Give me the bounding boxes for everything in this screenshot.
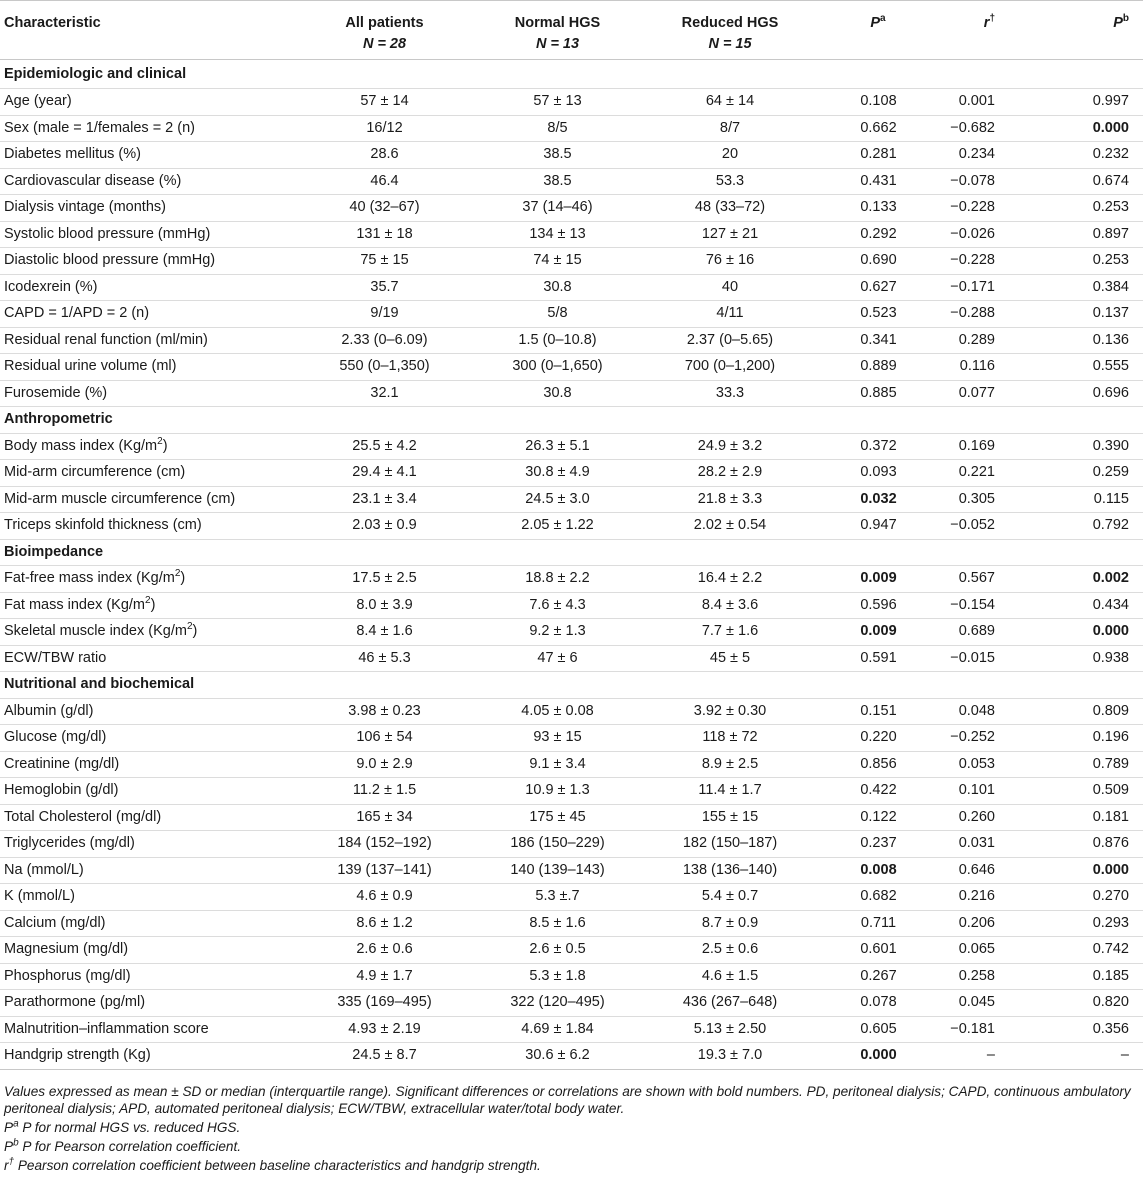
row-label: Diastolic blood pressure (mmHg) <box>0 248 298 275</box>
cell-p-b: 0.789 <box>1037 751 1143 778</box>
cell-r: −0.078 <box>931 168 1037 195</box>
cell-p-b: 0.253 <box>1037 195 1143 222</box>
cell-p-a: 0.122 <box>816 804 931 831</box>
cell-all-patients: 550 (0–1,350) <box>298 354 471 381</box>
cell-reduced-hgs: 155 ± 15 <box>644 804 816 831</box>
cell-p-a: 0.591 <box>816 645 931 672</box>
footnote-p-b: $P^b$ P for Pearson correlation coefficient. <box>4 1136 242 1154</box>
cell-reduced-hgs: 45 ± 5 <box>644 645 816 672</box>
cell-reduced-hgs: 40 <box>644 274 816 301</box>
table-row <box>0 910 1143 937</box>
row-label: Triglycerides (mg/dl) <box>0 831 298 858</box>
cell-normal-hgs: 93 ± 15 <box>471 725 644 752</box>
cell-all-patients: 17.5 ± 2.5 <box>298 566 471 593</box>
cell-normal-hgs: 134 ± 13 <box>471 221 644 248</box>
cell-p-a: 0.422 <box>816 778 931 805</box>
cell-reduced-hgs: 64 ± 14 <box>644 89 816 116</box>
cell-p-b: 0.000 <box>1037 857 1143 884</box>
cell-p-b: 0.938 <box>1037 645 1143 672</box>
cell-p-b: 0.185 <box>1037 963 1143 990</box>
cell-r: – <box>931 1043 1037 1070</box>
header-reduced-hgs: Reduced HGS N = 15 <box>644 1 816 60</box>
cell-r: 0.646 <box>931 857 1037 884</box>
cell-r: −0.181 <box>931 1016 1037 1043</box>
cell-normal-hgs: 30.8 ± 4.9 <box>471 460 644 487</box>
header-reduced-hgs-n: N = 15 <box>708 36 752 52</box>
cell-r: 0.305 <box>931 486 1037 513</box>
cell-r: 0.206 <box>931 910 1037 937</box>
cell-normal-hgs: 9.2 ± 1.3 <box>471 619 644 646</box>
cell-p-b: 0.876 <box>1037 831 1143 858</box>
footnote-main: Values expressed as mean ± SD or median (interquartile range). Significant differences or correlations are shown with bold numbers. PD, peritoneal dialysis; CAPD, continuous ambulatory peritoneal dialysis; APD, automated peritoneal dialysis; ECW/TBW, extracellular water/total body water. <box>4 1083 1131 1116</box>
cell-normal-hgs: 47 ± 6 <box>471 645 644 672</box>
cell-r: 0.045 <box>931 990 1037 1017</box>
table-header <box>0 1 1143 60</box>
cell-normal-hgs: 38.5 <box>471 168 644 195</box>
cell-r: 0.221 <box>931 460 1037 487</box>
section-title: Anthropometric <box>0 407 1143 434</box>
cell-all-patients: 4.9 ± 1.7 <box>298 963 471 990</box>
table-row <box>0 433 1143 460</box>
row-label: Mid-arm circumference (cm) <box>0 460 298 487</box>
table-row <box>0 857 1143 884</box>
section-title: Nutritional and biochemical <box>0 672 1143 699</box>
cell-r: −0.682 <box>931 115 1037 142</box>
cell-normal-hgs: 30.8 <box>471 380 644 407</box>
cell-p-a: 0.856 <box>816 751 931 778</box>
cell-all-patients: 57 ± 14 <box>298 89 471 116</box>
cell-reduced-hgs: 11.4 ± 1.7 <box>644 778 816 805</box>
row-label: Systolic blood pressure (mmHg) <box>0 221 298 248</box>
row-label: CAPD = 1/APD = 2 (n) <box>0 301 298 328</box>
table-row <box>0 168 1143 195</box>
cell-normal-hgs: 140 (139–143) <box>471 857 644 884</box>
cell-all-patients: 46 ± 5.3 <box>298 645 471 672</box>
cell-all-patients: 46.4 <box>298 168 471 195</box>
cell-normal-hgs: 38.5 <box>471 142 644 169</box>
cell-p-b: 0.696 <box>1037 380 1143 407</box>
cell-normal-hgs: 74 ± 15 <box>471 248 644 275</box>
footnote-r-dagger: r† Pearson correlation coefficient between baseline characteristics and handgrip strength. <box>4 1155 541 1173</box>
cell-p-a: 0.009 <box>816 566 931 593</box>
cell-all-patients: 4.6 ± 0.9 <box>298 884 471 911</box>
table-row <box>0 142 1143 169</box>
cell-normal-hgs: 5.3 ±.7 <box>471 884 644 911</box>
cell-p-b: 0.253 <box>1037 248 1143 275</box>
cell-r: −0.154 <box>931 592 1037 619</box>
cell-all-patients: 35.7 <box>298 274 471 301</box>
cell-p-a: 0.000 <box>816 1043 931 1070</box>
cell-p-b: 0.674 <box>1037 168 1143 195</box>
cell-reduced-hgs: 3.92 ± 0.30 <box>644 698 816 725</box>
table-row <box>0 698 1143 725</box>
section-header-row <box>0 407 1143 434</box>
cell-p-a: 0.108 <box>816 89 931 116</box>
cell-normal-hgs: 9.1 ± 3.4 <box>471 751 644 778</box>
cell-p-a: 0.431 <box>816 168 931 195</box>
cell-p-b: 0.000 <box>1037 619 1143 646</box>
row-label: ECW/TBW ratio <box>0 645 298 672</box>
section-title: Bioimpedance <box>0 539 1143 566</box>
table-row <box>0 963 1143 990</box>
section-header-row <box>0 60 1143 89</box>
cell-normal-hgs: 5/8 <box>471 301 644 328</box>
cell-p-a: 0.372 <box>816 433 931 460</box>
cell-p-b: 0.809 <box>1037 698 1143 725</box>
cell-p-b: 0.434 <box>1037 592 1143 619</box>
cell-r: 0.001 <box>931 89 1037 116</box>
cell-p-a: 0.889 <box>816 354 931 381</box>
cell-p-b: 0.390 <box>1037 433 1143 460</box>
cell-all-patients: 184 (152–192) <box>298 831 471 858</box>
cell-normal-hgs: 186 (150–229) <box>471 831 644 858</box>
cell-p-a: 0.078 <box>816 990 931 1017</box>
table-footnotes <box>0 1070 1138 1174</box>
table-row <box>0 645 1143 672</box>
header-p-b: $P^b$ <box>1037 1 1143 60</box>
cell-p-a: 0.009 <box>816 619 931 646</box>
row-label: Fat-free mass index $(Kg/m^2)$ <box>0 566 298 593</box>
cell-p-a: 0.690 <box>816 248 931 275</box>
cell-p-a: 0.237 <box>816 831 931 858</box>
cell-r: 0.053 <box>931 751 1037 778</box>
cell-normal-hgs: 37 (14–46) <box>471 195 644 222</box>
row-label: Parathormone (pg/ml) <box>0 990 298 1017</box>
table-body <box>0 60 1143 1070</box>
table-row <box>0 301 1143 328</box>
cell-r: −0.026 <box>931 221 1037 248</box>
header-r-dagger: r† <box>931 1 1037 60</box>
cell-r: 0.077 <box>931 380 1037 407</box>
row-label: Albumin (g/dl) <box>0 698 298 725</box>
cell-p-b: 0.742 <box>1037 937 1143 964</box>
cell-reduced-hgs: 2.02 ± 0.54 <box>644 513 816 540</box>
cell-r: 0.101 <box>931 778 1037 805</box>
row-label: Icodexrein (%) <box>0 274 298 301</box>
cell-r: −0.288 <box>931 301 1037 328</box>
cell-p-b: 0.136 <box>1037 327 1143 354</box>
table-row <box>0 248 1143 275</box>
row-label: K (mmol/L) <box>0 884 298 911</box>
cell-reduced-hgs: 24.9 ± 3.2 <box>644 433 816 460</box>
cell-normal-hgs: 2.6 ± 0.5 <box>471 937 644 964</box>
cell-all-patients: 131 ± 18 <box>298 221 471 248</box>
row-label: Handgrip strength (Kg) <box>0 1043 298 1070</box>
cell-normal-hgs: 1.5 (0–10.8) <box>471 327 644 354</box>
cell-r: 0.169 <box>931 433 1037 460</box>
header-all-patients: All patients N = 28 <box>298 1 471 60</box>
cell-reduced-hgs: 2.5 ± 0.6 <box>644 937 816 964</box>
table-row <box>0 221 1143 248</box>
cell-all-patients: 32.1 <box>298 380 471 407</box>
cell-p-a: 0.605 <box>816 1016 931 1043</box>
cell-reduced-hgs: 7.7 ± 1.6 <box>644 619 816 646</box>
cell-p-b: 0.196 <box>1037 725 1143 752</box>
row-label: Age (year) <box>0 89 298 116</box>
cell-p-b: 0.293 <box>1037 910 1143 937</box>
cell-reduced-hgs: 8.9 ± 2.5 <box>644 751 816 778</box>
cell-reduced-hgs: 76 ± 16 <box>644 248 816 275</box>
cell-reduced-hgs: 5.4 ± 0.7 <box>644 884 816 911</box>
cell-reduced-hgs: 182 (150–187) <box>644 831 816 858</box>
cell-r: 0.258 <box>931 963 1037 990</box>
cell-p-b: 0.384 <box>1037 274 1143 301</box>
cell-p-b: 0.259 <box>1037 460 1143 487</box>
table-row <box>0 274 1143 301</box>
cell-normal-hgs: 30.6 ± 6.2 <box>471 1043 644 1070</box>
cell-p-b: 0.137 <box>1037 301 1143 328</box>
cell-reduced-hgs: 4/11 <box>644 301 816 328</box>
cell-p-a: 0.885 <box>816 380 931 407</box>
cell-p-a: 0.008 <box>816 857 931 884</box>
cell-r: 0.567 <box>931 566 1037 593</box>
cell-p-a: 0.596 <box>816 592 931 619</box>
cell-p-a: 0.711 <box>816 910 931 937</box>
cell-normal-hgs: 175 ± 45 <box>471 804 644 831</box>
cell-all-patients: 335 (169–495) <box>298 990 471 1017</box>
section-header-row <box>0 672 1143 699</box>
cell-reduced-hgs: 8.4 ± 3.6 <box>644 592 816 619</box>
cell-r: 0.234 <box>931 142 1037 169</box>
cell-p-b: 0.509 <box>1037 778 1143 805</box>
table-row <box>0 354 1143 381</box>
header-characteristic: Characteristic <box>0 1 298 60</box>
cell-p-b: 0.555 <box>1037 354 1143 381</box>
row-label: Sex (male = 1/females = 2 (n) <box>0 115 298 142</box>
cell-p-a: 0.947 <box>816 513 931 540</box>
table-row <box>0 592 1143 619</box>
cell-p-b: 0.897 <box>1037 221 1143 248</box>
table-row <box>0 460 1143 487</box>
cell-r: −0.228 <box>931 248 1037 275</box>
cell-normal-hgs: 4.05 ± 0.08 <box>471 698 644 725</box>
cell-all-patients: 2.6 ± 0.6 <box>298 937 471 964</box>
table-row <box>0 619 1143 646</box>
cell-all-patients: 11.2 ± 1.5 <box>298 778 471 805</box>
table-row <box>0 804 1143 831</box>
cell-p-a: 0.523 <box>816 301 931 328</box>
table-row <box>0 990 1143 1017</box>
row-label: Malnutrition–inflammation score <box>0 1016 298 1043</box>
cell-reduced-hgs: 20 <box>644 142 816 169</box>
cell-r: 0.031 <box>931 831 1037 858</box>
cell-p-b: 0.356 <box>1037 1016 1143 1043</box>
cell-p-a: 0.341 <box>816 327 931 354</box>
cell-p-a: 0.133 <box>816 195 931 222</box>
cell-normal-hgs: 30.8 <box>471 274 644 301</box>
cell-r: 0.216 <box>931 884 1037 911</box>
cell-r: 0.065 <box>931 937 1037 964</box>
cell-p-a: 0.601 <box>816 937 931 964</box>
cell-p-a: 0.627 <box>816 274 931 301</box>
table-row <box>0 1016 1143 1043</box>
row-label: Fat mass index $(Kg/m^2)$ <box>0 592 298 619</box>
cell-normal-hgs: 300 (0–1,650) <box>471 354 644 381</box>
cell-normal-hgs: 8.5 ± 1.6 <box>471 910 644 937</box>
cell-reduced-hgs: 436 (267–648) <box>644 990 816 1017</box>
cell-p-b: 0.792 <box>1037 513 1143 540</box>
cell-all-patients: 4.93 ± 2.19 <box>298 1016 471 1043</box>
cell-p-b: 0.820 <box>1037 990 1143 1017</box>
cell-p-a: 0.151 <box>816 698 931 725</box>
cell-normal-hgs: 4.69 ± 1.84 <box>471 1016 644 1043</box>
cell-reduced-hgs: 2.37 (0–5.65) <box>644 327 816 354</box>
cell-normal-hgs: 8/5 <box>471 115 644 142</box>
cell-all-patients: 23.1 ± 3.4 <box>298 486 471 513</box>
row-label: Skeletal muscle index $(Kg/m^2)$ <box>0 619 298 646</box>
section-title: Epidemiologic and clinical <box>0 60 1143 89</box>
row-label: Total Cholesterol (mg/dl) <box>0 804 298 831</box>
cell-reduced-hgs: 16.4 ± 2.2 <box>644 566 816 593</box>
cell-all-patients: 8.4 ± 1.6 <box>298 619 471 646</box>
cell-reduced-hgs: 700 (0–1,200) <box>644 354 816 381</box>
cell-p-b: 0.181 <box>1037 804 1143 831</box>
cell-reduced-hgs: 33.3 <box>644 380 816 407</box>
table-row <box>0 1043 1143 1070</box>
row-label: Creatinine (mg/dl) <box>0 751 298 778</box>
row-label: Body mass index $(Kg/m^2)$ <box>0 433 298 460</box>
cell-normal-hgs: 26.3 ± 5.1 <box>471 433 644 460</box>
cell-normal-hgs: 57 ± 13 <box>471 89 644 116</box>
cell-normal-hgs: 322 (120–495) <box>471 990 644 1017</box>
table-row <box>0 566 1143 593</box>
cell-p-a: 0.093 <box>816 460 931 487</box>
cell-p-b: 0.997 <box>1037 89 1143 116</box>
table-row <box>0 778 1143 805</box>
table-row <box>0 380 1143 407</box>
cell-p-b: 0.232 <box>1037 142 1143 169</box>
cell-all-patients: 2.33 (0–6.09) <box>298 327 471 354</box>
cell-p-b: 0.270 <box>1037 884 1143 911</box>
cell-r: 0.689 <box>931 619 1037 646</box>
cell-p-a: 0.281 <box>816 142 931 169</box>
cell-all-patients: 24.5 ± 8.7 <box>298 1043 471 1070</box>
cell-all-patients: 9.0 ± 2.9 <box>298 751 471 778</box>
row-label: Diabetes mellitus (%) <box>0 142 298 169</box>
cell-reduced-hgs: 118 ± 72 <box>644 725 816 752</box>
cell-all-patients: 3.98 ± 0.23 <box>298 698 471 725</box>
cell-r: 0.116 <box>931 354 1037 381</box>
cell-reduced-hgs: 8/7 <box>644 115 816 142</box>
table-row <box>0 937 1143 964</box>
table-row <box>0 327 1143 354</box>
table-row <box>0 831 1143 858</box>
cell-r: 0.289 <box>931 327 1037 354</box>
cell-all-patients: 8.6 ± 1.2 <box>298 910 471 937</box>
cell-r: −0.171 <box>931 274 1037 301</box>
cell-p-a: 0.682 <box>816 884 931 911</box>
cell-reduced-hgs: 21.8 ± 3.3 <box>644 486 816 513</box>
header-normal-hgs: Normal HGS N = 13 <box>471 1 644 60</box>
cell-reduced-hgs: 138 (136–140) <box>644 857 816 884</box>
cell-all-patients: 139 (137–141) <box>298 857 471 884</box>
cell-all-patients: 25.5 ± 4.2 <box>298 433 471 460</box>
cell-normal-hgs: 18.8 ± 2.2 <box>471 566 644 593</box>
row-label: Residual renal function (ml/min) <box>0 327 298 354</box>
cell-normal-hgs: 7.6 ± 4.3 <box>471 592 644 619</box>
cell-p-a: 0.220 <box>816 725 931 752</box>
row-label: Magnesium (mg/dl) <box>0 937 298 964</box>
table-row <box>0 486 1143 513</box>
cell-r: −0.015 <box>931 645 1037 672</box>
cell-all-patients: 29.4 ± 4.1 <box>298 460 471 487</box>
table-row <box>0 751 1143 778</box>
row-label: Calcium (mg/dl) <box>0 910 298 937</box>
cell-all-patients: 28.6 <box>298 142 471 169</box>
section-header-row <box>0 539 1143 566</box>
table-row <box>0 513 1143 540</box>
row-label: Na (mmol/L) <box>0 857 298 884</box>
cell-all-patients: 106 ± 54 <box>298 725 471 752</box>
cell-all-patients: 40 (32–67) <box>298 195 471 222</box>
cell-normal-hgs: 5.3 ± 1.8 <box>471 963 644 990</box>
cell-p-a: 0.032 <box>816 486 931 513</box>
cell-all-patients: 2.03 ± 0.9 <box>298 513 471 540</box>
cell-normal-hgs: 10.9 ± 1.3 <box>471 778 644 805</box>
cell-p-b: 0.002 <box>1037 566 1143 593</box>
cell-p-b: – <box>1037 1043 1143 1070</box>
cell-p-a: 0.292 <box>816 221 931 248</box>
cell-normal-hgs: 2.05 ± 1.22 <box>471 513 644 540</box>
table-row <box>0 195 1143 222</box>
cell-all-patients: 75 ± 15 <box>298 248 471 275</box>
cell-all-patients: 8.0 ± 3.9 <box>298 592 471 619</box>
row-label: Residual urine volume (ml) <box>0 354 298 381</box>
cell-p-b: 0.000 <box>1037 115 1143 142</box>
row-label: Glucose (mg/dl) <box>0 725 298 752</box>
table-row <box>0 115 1143 142</box>
footnote-p-a: $P^a$ P for normal HGS vs. reduced HGS. <box>4 1117 241 1135</box>
table-row <box>0 89 1143 116</box>
cell-r: 0.048 <box>931 698 1037 725</box>
cell-all-patients: 16/12 <box>298 115 471 142</box>
cell-normal-hgs: 24.5 ± 3.0 <box>471 486 644 513</box>
cell-reduced-hgs: 4.6 ± 1.5 <box>644 963 816 990</box>
row-label: Hemoglobin (g/dl) <box>0 778 298 805</box>
cell-p-a: 0.662 <box>816 115 931 142</box>
cell-reduced-hgs: 28.2 ± 2.9 <box>644 460 816 487</box>
cell-reduced-hgs: 8.7 ± 0.9 <box>644 910 816 937</box>
table-row <box>0 725 1143 752</box>
cell-r: 0.260 <box>931 804 1037 831</box>
table-row <box>0 884 1143 911</box>
row-label: Triceps skinfold thickness (cm) <box>0 513 298 540</box>
header-all-patients-n: N = 28 <box>362 36 407 52</box>
cell-all-patients: 165 ± 34 <box>298 804 471 831</box>
row-label: Mid-arm muscle circumference (cm) <box>0 486 298 513</box>
cell-reduced-hgs: 127 ± 21 <box>644 221 816 248</box>
cell-reduced-hgs: 48 (33–72) <box>644 195 816 222</box>
header-p-a: $P^a$ <box>816 1 931 60</box>
row-label: Furosemide (%) <box>0 380 298 407</box>
row-label: Cardiovascular disease (%) <box>0 168 298 195</box>
cell-reduced-hgs: 5.13 ± 2.50 <box>644 1016 816 1043</box>
cell-all-patients: 9/19 <box>298 301 471 328</box>
header-normal-hgs-n: N = 13 <box>535 36 580 52</box>
cell-reduced-hgs: 19.3 ± 7.0 <box>644 1043 816 1070</box>
cell-r: −0.252 <box>931 725 1037 752</box>
row-label: Dialysis vintage (months) <box>0 195 298 222</box>
cell-r: −0.052 <box>931 513 1037 540</box>
cell-r: −0.228 <box>931 195 1037 222</box>
cell-p-a: 0.267 <box>816 963 931 990</box>
row-label: Phosphorus (mg/dl) <box>0 963 298 990</box>
cell-reduced-hgs: 53.3 <box>644 168 816 195</box>
cell-p-b: 0.115 <box>1037 486 1143 513</box>
